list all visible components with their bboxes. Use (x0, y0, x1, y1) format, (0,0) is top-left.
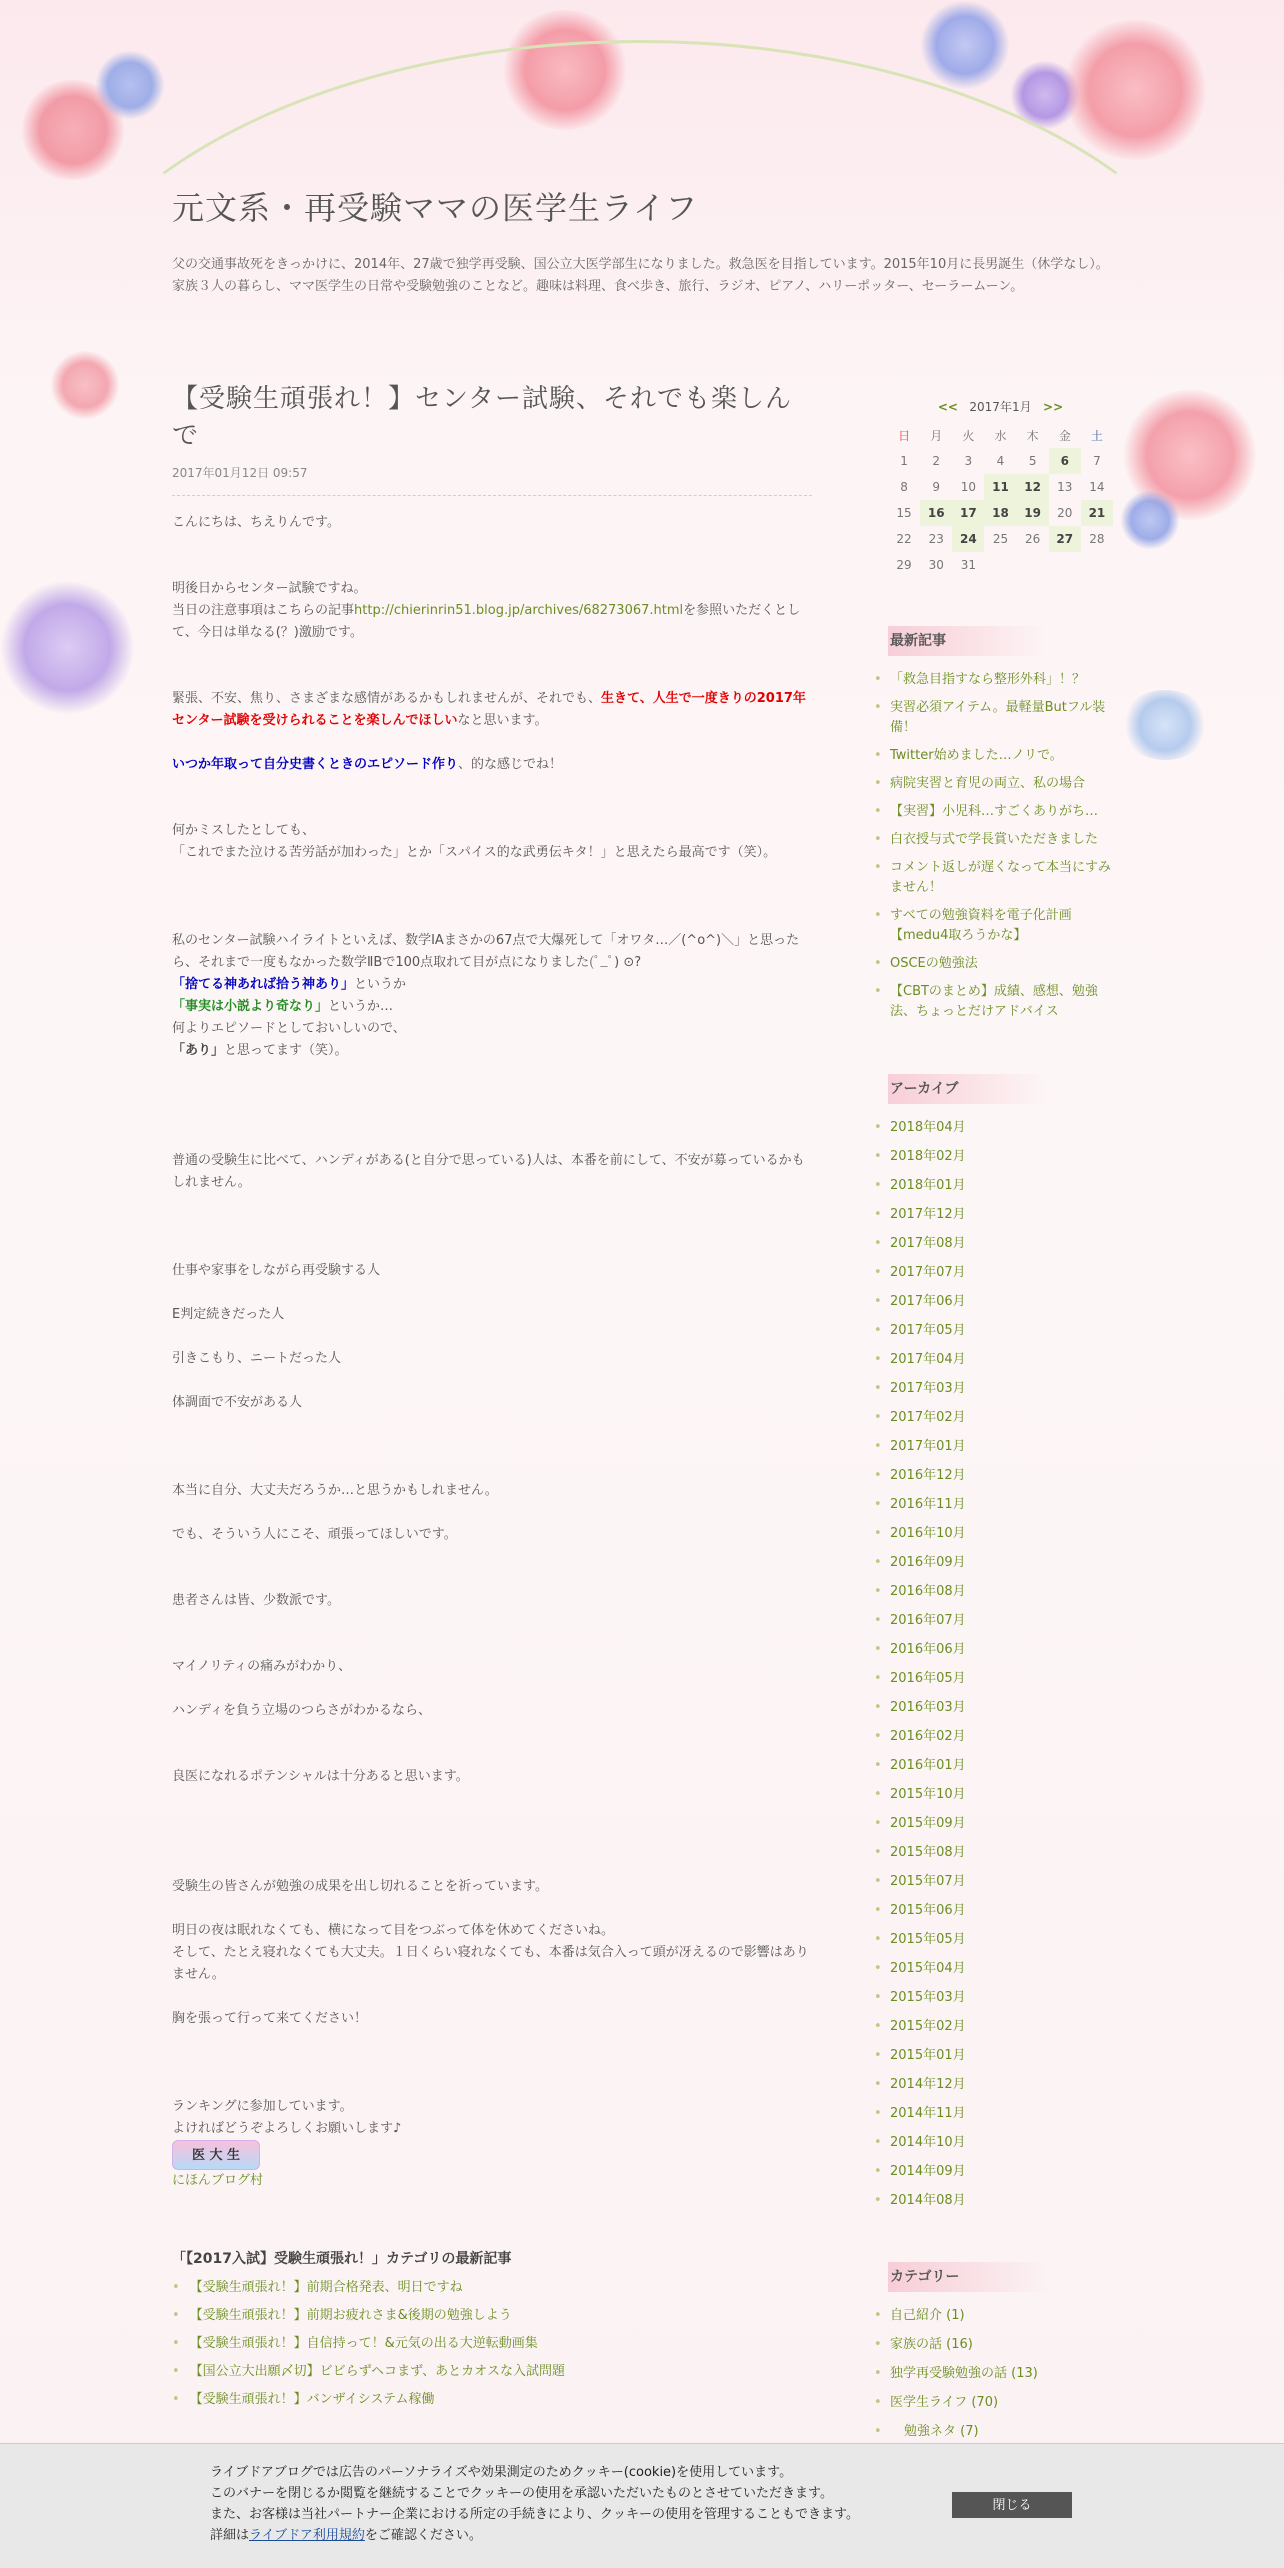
archive-month-link[interactable]: • 2016年05月 (888, 1669, 1118, 1698)
flower-decoration (920, 0, 1010, 90)
category-latest-item[interactable] (172, 2330, 812, 2358)
category-link[interactable]: • 自己紹介 (1) (888, 2306, 1118, 2335)
calendar-day: 26 (1024, 532, 1041, 546)
recent-post-link[interactable]: • 【CBTのまとめ】成績、感想、勉強法、ちょっとだけアドバイス (888, 982, 1118, 1022)
recent-post-link[interactable]: • コメント返しが遅くなって本当にすみません！ (888, 858, 1118, 898)
calendar-day (1049, 552, 1081, 578)
calendar-day[interactable]: 18 (984, 500, 1016, 526)
post-body (172, 512, 812, 2192)
categories-heading: カテゴリー (888, 2262, 1048, 2292)
archive-list (888, 1118, 1118, 2220)
archive-month-link[interactable]: • 2014年09月 (888, 2162, 1118, 2191)
calendar-day: 20 (1057, 506, 1073, 520)
calendar-weekday: 日 (898, 428, 911, 443)
post-text: 当日の注意事項はこちらの記事 (172, 603, 355, 618)
archive-month-link[interactable]: • 2015年02月 (888, 2017, 1118, 2046)
recent-posts-heading: 最新記事 (888, 626, 1048, 656)
calendar-day: 28 (1089, 532, 1105, 546)
post-text: なと思います。 (457, 713, 548, 728)
archive-month-link[interactable]: • 2017年03月 (888, 1379, 1118, 1408)
post-text-emphasis: いつか年取って自分史書くときのエピソード作り (172, 757, 459, 772)
blog-title[interactable]: 元文系・再受験ママの医学生ライフ (172, 189, 699, 227)
ranking-link-text[interactable]: にほんブログ村 (172, 2173, 264, 2188)
category-latest-item[interactable] (172, 2302, 812, 2330)
recent-post-link[interactable]: • 【実習】小児科…すごくありがち… (888, 802, 1118, 822)
calendar-day[interactable]: 6 (1049, 448, 1081, 474)
calendar-day: 1 (900, 454, 908, 468)
ranking-link[interactable] (172, 2170, 812, 2192)
post-text: 緊張、不安、焦り、さまざまな感情があるかもしれませんが、それでも、 (172, 691, 602, 706)
post-paragraph: よければどうぞよろしくお願いします♪ (172, 2121, 402, 2136)
calendar-day[interactable]: 19 (1017, 500, 1049, 526)
archive-month-link[interactable]: • 2016年10月 (888, 1524, 1118, 1553)
post-paragraph: 明日の夜は眠れなくても、横になって目をつぶって体を休めてくださいね。 (172, 1923, 615, 1938)
post-paragraph: 明後日からセンター試験ですね。 (172, 581, 367, 596)
calendar-month: 2017年1月 (969, 400, 1032, 414)
recent-post-link[interactable]: • 病院実習と育児の両立、私の場合 (888, 774, 1118, 794)
archive-month-link[interactable]: • 2017年05月 (888, 1321, 1118, 1350)
ranking-banner[interactable] (172, 2140, 812, 2170)
calendar-weekday: 月 (930, 428, 943, 443)
category-latest-list (172, 2274, 812, 2414)
post-paragraph (172, 688, 812, 732)
post-text-emphasis: 「あり」 (172, 1043, 225, 1058)
post-paragraph: 何よりエピソードとしておいしいので、 (172, 1021, 406, 1036)
post-paragraph: 普通の受験生に比べて、ハンディがある(と自分で思っている)人は、本番を前にして、不安が募っているかもしれません。 (172, 1153, 805, 1190)
archive-month-link[interactable]: • 2017年04月 (888, 1350, 1118, 1379)
post-date: 2017年01月12日 09:57 (172, 466, 308, 480)
archive-month-link[interactable]: • 2017年02月 (888, 1408, 1118, 1437)
post-paragraph: 受験生の皆さんが勉強の成果を出し切れることを祈っています。 (172, 1879, 548, 1894)
calendar-day: 8 (900, 480, 908, 494)
archive-month-link[interactable]: • 2017年07月 (888, 1263, 1118, 1292)
post-paragraph: マイノリティの痛みがわかり、 (172, 1659, 352, 1674)
post-text: というか (354, 977, 407, 992)
post-text: というか… (328, 999, 394, 1014)
calendar-day: 7 (1093, 454, 1101, 468)
calendar-weekday: 金 (1058, 428, 1071, 443)
calendar-day[interactable]: 21 (1081, 500, 1113, 526)
category-link[interactable]: • 勉強ネタ (7) (888, 2422, 1118, 2451)
calendar-weekday: 水 (994, 428, 1007, 443)
post-title[interactable]: 【受験生頑張れ！】センター試験、それでも楽しんで (172, 384, 792, 451)
archive-month-link[interactable]: • 2016年11月 (888, 1495, 1118, 1524)
post-paragraph (172, 996, 812, 1018)
calendar-day: 23 (928, 532, 944, 546)
blog-description: 父の交通事故死をきっかけに、2014年、27歳で独学再受験、国公立大医学部生になりました。救急医を目指しています。2015年10月に長男誕生（休学なし）。家族３人の暮らし、ママ医学生の日常や受験勉強のことなど。趣味は料理、食べ歩き、旅行、ラジオ、ピアノ、ハリーポッター、セーラームーン。 (172, 257, 1109, 294)
calendar-header (888, 398, 1113, 422)
bullet-icon: • (172, 2308, 180, 2323)
post-paragraph: でも、そういう人にこそ、頑張ってほしいです。 (172, 1527, 457, 1542)
main-content (172, 378, 812, 2414)
archive-month-link[interactable]: • 2017年01月 (888, 1437, 1118, 1466)
post-text: 、的な感じでね！ (458, 757, 563, 772)
post-paragraph: 仕事や家事をしながら再受験する人 (172, 1263, 381, 1278)
archive-month-link[interactable]: • 2017年06月 (888, 1292, 1118, 1321)
cookie-close-button[interactable]: 閉じる (952, 2492, 1072, 2518)
post-paragraph: 体調面で不安がある人 (172, 1395, 303, 1410)
post-paragraph: E判定続きだった人 (172, 1307, 285, 1322)
archive-month-link[interactable]: • 2015年04月 (888, 1959, 1118, 1988)
archive-month-link[interactable]: • 2015年05月 (888, 1930, 1118, 1959)
flower-decoration (1060, 20, 1210, 160)
archive-heading: アーカイブ (888, 1074, 1048, 1104)
archive-month-link[interactable]: • 2015年06月 (888, 1901, 1118, 1930)
post-divider (172, 495, 812, 496)
archive-month-link[interactable]: • 2015年08月 (888, 1843, 1118, 1872)
category-link[interactable]: • 独学再受験勉強の話 (13) (888, 2364, 1118, 2393)
calendar-days (888, 448, 1113, 578)
calendar-week-row (888, 474, 1113, 500)
recent-post-link[interactable]: • 白衣授与式で学長賞いただきました (888, 830, 1118, 850)
bullet-icon: • (172, 2392, 180, 2407)
archive-month-link[interactable]: • 2016年06月 (888, 1640, 1118, 1669)
recent-posts-list (888, 670, 1118, 1022)
category-latest-link[interactable]: 【受験生頑張れ！】バンザイシステム稼働 (189, 2392, 435, 2407)
cookie-text-segment: をご確認ください。 (364, 2528, 482, 2543)
category-latest-link[interactable]: 【受験生頑張れ！】前期お疲れさま&後期の勉強しよう (189, 2308, 512, 2323)
calendar-day (1017, 552, 1049, 578)
cookie-banner (0, 2443, 1284, 2568)
bullet-icon: • (172, 2280, 180, 2295)
post-paragraph: 本当に自分、大丈夫だろうか…と思うかもしれません。 (172, 1483, 498, 1498)
archive-month-link[interactable]: • 2014年08月 (888, 2191, 1118, 2220)
category-latest-item[interactable] (172, 2274, 812, 2302)
category-link[interactable]: • 医学生ライフ (70) (888, 2393, 1118, 2422)
archive-month-link[interactable]: • 2015年01月 (888, 2046, 1118, 2075)
butterfly-decoration (1120, 690, 1210, 760)
calendar-grid (888, 422, 1113, 578)
cookie-line: ライブドアブログでは広告のパーソナライズや効果測定のためクッキー(cookie)を使用しています。 (210, 2465, 793, 2480)
calendar-day: 4 (996, 454, 1005, 468)
recent-post-link[interactable]: • Twitter始めました…ノリで。 (888, 746, 1118, 766)
recent-post-link[interactable]: • 実習必須アイテム。最軽量Butフル装備！ (888, 698, 1118, 738)
categories-list (888, 2306, 1118, 2451)
calendar-week-row (888, 526, 1113, 552)
calendar-day: 2 (932, 454, 941, 468)
archive-month-link[interactable]: • 2015年10月 (888, 1785, 1118, 1814)
flower-decoration (95, 50, 165, 120)
cookie-line: このバナーを閉じるか閲覧を継続することでクッキーの使用を承認いただいたものとさせていただきます。 (210, 2486, 833, 2501)
archive-month-link[interactable]: • 2014年11月 (888, 2104, 1118, 2133)
post-paragraph: 患者さんは皆、少数派です。 (172, 1593, 340, 1608)
bullet-icon: • (172, 2364, 180, 2379)
cookie-text-segment: 詳細は (210, 2528, 250, 2543)
archive-month-link[interactable]: • 2017年12月 (888, 1205, 1118, 1234)
category-latest-item[interactable] (172, 2358, 812, 2386)
recent-posts (888, 626, 1118, 1030)
categories (888, 2262, 1118, 2451)
archive-month-link[interactable]: • 2018年04月 (888, 1118, 1118, 1147)
calendar-day[interactable]: 27 (1049, 526, 1081, 552)
post-text-emphasis: 「事実は小説より奇なり」 (172, 999, 329, 1014)
calendar (888, 398, 1113, 578)
calendar-day: 10 (960, 480, 976, 494)
archive-month-link[interactable]: • 2015年09月 (888, 1814, 1118, 1843)
archive-month-link[interactable]: • 2016年09月 (888, 1553, 1118, 1582)
archive-month-link[interactable]: • 2017年08月 (888, 1234, 1118, 1263)
calendar-day: 25 (992, 532, 1009, 546)
archive-month-link[interactable]: • 2016年01月 (888, 1756, 1118, 1785)
category-latest-link[interactable]: 【受験生頑張れ！】前期合格発表、明日ですね (189, 2280, 463, 2295)
post-paragraph: こんにちは、ちえりんです。 (172, 515, 340, 530)
post-paragraph: 私のセンター試験ハイライトといえば、数学ⅠAまさかの67点で大爆死して「オワタ…／(^o^)＼」と思ったら、それまで一度もなかった数学ⅡBで100点取れて目が点になりました(ﾟ_ﾟ) ⊙? (172, 933, 800, 970)
post-paragraph: 良医になれるポテンシャルは十分あると思います。 (172, 1769, 469, 1784)
calendar-day[interactable]: 17 (952, 500, 984, 526)
calendar-day (984, 552, 1016, 578)
calendar-day: 31 (960, 558, 976, 572)
category-latest-box (172, 2248, 812, 2414)
cookie-text (210, 2462, 859, 2546)
calendar-day[interactable]: 16 (920, 500, 952, 526)
archive (888, 1074, 1118, 2220)
post-paragraph (172, 754, 812, 776)
calendar-next-button[interactable]: >> (1043, 400, 1064, 414)
cookie-line (210, 2525, 859, 2546)
archive-month-link[interactable]: • 2014年12月 (888, 2075, 1118, 2104)
calendar-weekday: 火 (962, 428, 975, 443)
calendar-day[interactable]: 11 (984, 474, 1016, 500)
post-paragraph: ハンディを負う立場のつらさがわかるなら、 (172, 1703, 431, 1718)
archive-month-link[interactable]: • 2016年03月 (888, 1698, 1118, 1727)
post-link[interactable]: http://chierinrin51.blog.jp/archives/68273067.html (354, 603, 684, 618)
post-text-emphasis: 生きて、人生で一度きりの2017年センター試験を受けられることを楽しんでほしい (172, 691, 806, 728)
archive-month-link[interactable]: • 2014年10月 (888, 2133, 1118, 2162)
recent-post-link[interactable]: • すべての勉強資料を電子化計画【medu4取ろうかな】 (888, 906, 1118, 946)
post-paragraph: そして、たとえ寝れなくても大丈夫。１日くらい寝れなくても、本番は気合入って頭が冴えるので影響はありません。 (172, 1945, 809, 1982)
bullet-icon: • (172, 2336, 180, 2351)
category-link[interactable]: • 家族の話 (16) (888, 2335, 1118, 2364)
recent-post-link[interactable]: • 「救急目指すなら整形外科」！？ (888, 670, 1118, 690)
recent-post-link[interactable]: • OSCEの勉強法 (888, 954, 1118, 974)
flower-decoration (0, 580, 135, 715)
post-text: と思ってます（笑）。 (224, 1043, 348, 1058)
category-latest-item[interactable] (172, 2386, 812, 2414)
calendar-week-row (888, 500, 1113, 526)
post-paragraph: 何かミスしたとしても、 (172, 823, 316, 838)
archive-month-link[interactable]: • 2018年02月 (888, 1147, 1118, 1176)
archive-month-link[interactable]: • 2015年03月 (888, 1988, 1118, 2017)
archive-month-link[interactable]: • 2016年08月 (888, 1582, 1118, 1611)
archive-month-link[interactable]: • 2016年02月 (888, 1727, 1118, 1756)
archive-month-link[interactable]: • 2015年07月 (888, 1872, 1118, 1901)
calendar-prev-button[interactable]: << (937, 400, 958, 414)
post-paragraph: 引きこもり、ニートだった人 (172, 1351, 342, 1366)
category-latest-link[interactable]: 【国公立大出願〆切】ビビらずヘコまず、あとカオスな入試問題 (189, 2364, 565, 2379)
ranking-badge[interactable]: 医 大 生 (172, 2140, 260, 2170)
post-paragraph: 「これでまた泣ける苦労話が加わった」とか「スパイス的な武勇伝キタ！」と思えたら最高です（笑）。 (172, 845, 777, 860)
archive-month-link[interactable]: • 2018年01月 (888, 1176, 1118, 1205)
calendar-day: 14 (1089, 480, 1105, 494)
calendar-weekday: 木 (1026, 428, 1039, 443)
post-paragraph: 胸を張って行って来てください！ (172, 2011, 368, 2026)
calendar-day[interactable]: 24 (952, 526, 984, 552)
calendar-week-row (888, 552, 1113, 578)
post-paragraph (172, 974, 812, 996)
category-latest-link[interactable]: 【受験生頑張れ！】自信持って！&元気の出る大逆転動画集 (189, 2336, 538, 2351)
post-paragraph (172, 1040, 812, 1062)
calendar-day (1081, 552, 1113, 578)
calendar-weekday-row (888, 422, 1113, 448)
category-latest-title: 「【2017入試】受験生頑張れ！」カテゴリの最新記事 (172, 2251, 512, 2267)
post-paragraph (172, 600, 812, 644)
cookie-line: また、お客様は当社パートナー企業における所定の手続きにより、クッキーの使用を管理することもできます。 (210, 2507, 859, 2522)
terms-link[interactable]: ライブドア利用規約 (249, 2528, 365, 2543)
calendar-day: 29 (896, 558, 912, 572)
calendar-weekday: 土 (1090, 428, 1103, 443)
calendar-day: 9 (932, 480, 941, 494)
calendar-day: 5 (1028, 454, 1037, 468)
calendar-week-row (888, 448, 1113, 474)
calendar-day: 15 (896, 506, 912, 520)
archive-month-link[interactable]: • 2016年07月 (888, 1611, 1118, 1640)
post-text: を参照いただくとして、今日は単なる(？)激励です。 (172, 603, 801, 640)
calendar-day[interactable]: 12 (1017, 474, 1049, 500)
calendar-day: 30 (928, 558, 944, 572)
calendar-day: 22 (896, 532, 912, 546)
calendar-day: 13 (1057, 480, 1073, 494)
calendar-day: 3 (964, 454, 973, 468)
post-text-emphasis: 「捨てる神あれば拾う神あり」 (172, 977, 355, 992)
post-paragraph: ランキングに参加しています。 (172, 2099, 353, 2114)
archive-month-link[interactable]: • 2016年12月 (888, 1466, 1118, 1495)
